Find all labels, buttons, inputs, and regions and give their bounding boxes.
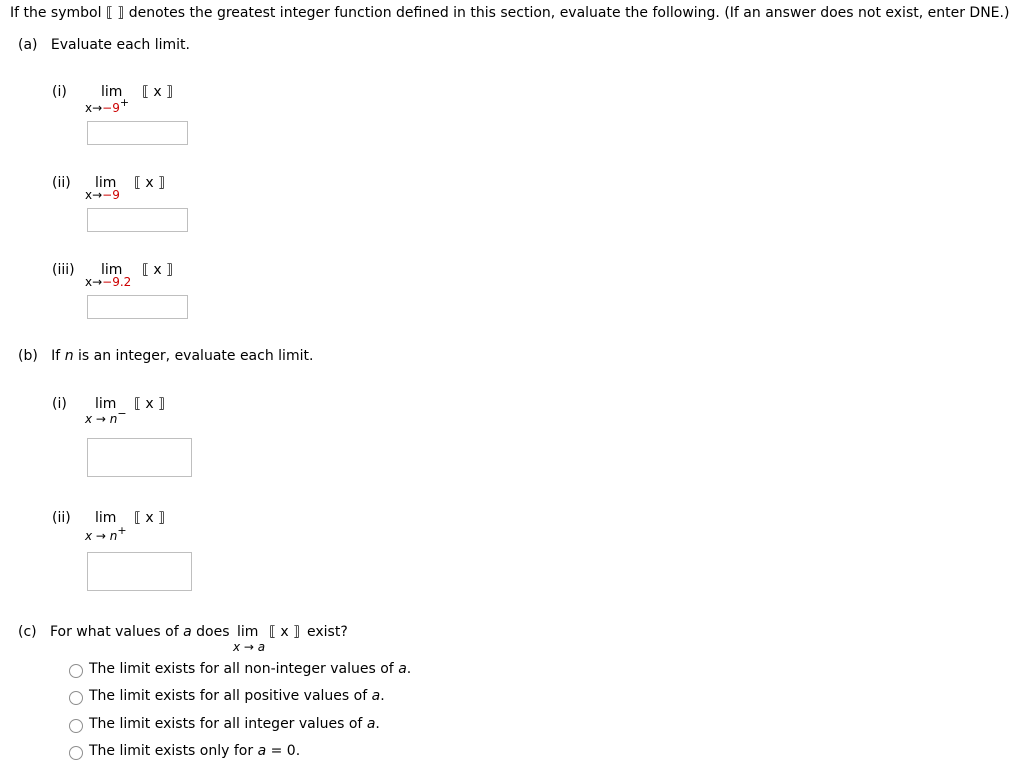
part-b-item-2-lim: lim xyxy=(95,510,117,526)
part-a-item-2-lim: lim xyxy=(95,175,117,191)
greatest-integer-symbol: ⟦ ⟧ xyxy=(105,5,125,21)
part-a-header xyxy=(18,37,190,53)
option-label: The limit exists for all non-integer values of a. xyxy=(89,661,412,677)
intro-suffix: denotes the greatest integer function defined in this section, evaluate the following. (If an answer does not exist, enter DNE.) xyxy=(128,5,1010,21)
option-label: The limit exists only for a = 0. xyxy=(89,743,301,759)
radio-button[interactable] xyxy=(69,664,83,678)
part-a-item-3-approach: x→−9.2 xyxy=(85,275,132,289)
part-a-item-3-answer-input[interactable] xyxy=(87,295,188,319)
part-b-item-1-expression: ⟦ x ⟧ xyxy=(134,396,166,412)
part-b-item-1-answer-input[interactable] xyxy=(87,438,192,477)
part-c-expression: ⟦ x ⟧ xyxy=(269,624,301,640)
part-a-item-1-number: (i) xyxy=(52,84,67,100)
radio-button[interactable] xyxy=(69,719,83,733)
part-a-item-1-approach: x→−9+ xyxy=(85,96,130,115)
part-b-item-1-approach: x → n− xyxy=(85,407,127,426)
part-b-item-1-number: (i) xyxy=(52,396,67,412)
radio-button[interactable] xyxy=(69,746,83,760)
part-a-item-1-answer-input[interactable] xyxy=(87,121,188,145)
question-intro xyxy=(10,5,1009,21)
intro-prefix: If the symbol xyxy=(10,5,102,21)
part-c-question: (c) For what values of a does xyxy=(18,624,230,640)
part-a-item-3-lim: lim xyxy=(101,262,123,278)
part-b-header: (b) If n is an integer, evaluate each limit. xyxy=(18,348,314,364)
part-a-text: Evaluate each limit. xyxy=(50,37,190,53)
part-b-item-2-answer-input[interactable] xyxy=(87,552,192,591)
part-c-question-end: exist? xyxy=(307,624,348,640)
part-a-item-2-approach: x→−9 xyxy=(85,188,120,202)
part-a-item-2-answer-input[interactable] xyxy=(87,208,188,232)
part-c-lim: lim xyxy=(237,624,259,640)
option-label: The limit exists for all integer values of a. xyxy=(89,716,380,732)
part-b-item-2-expression: ⟦ x ⟧ xyxy=(134,510,166,526)
part-c-approach: x → a xyxy=(233,640,266,654)
part-b-label: (b) xyxy=(18,348,38,364)
option-label: The limit exists for all positive values of a. xyxy=(89,688,385,704)
part-b-item-2-approach: x → n+ xyxy=(85,524,127,543)
radio-button[interactable] xyxy=(69,691,83,705)
part-b-item-2-number: (ii) xyxy=(52,510,71,526)
part-a-item-1-lim: lim xyxy=(101,84,123,100)
part-b-item-1-lim: lim xyxy=(95,396,117,412)
part-a-item-1-expression: ⟦ x ⟧ xyxy=(142,84,174,100)
part-a-item-2-number: (ii) xyxy=(52,175,71,191)
part-a-label: (a) xyxy=(18,37,38,53)
part-a-item-3-expression: ⟦ x ⟧ xyxy=(142,262,174,278)
part-c-label: (c) xyxy=(18,624,37,640)
part-a-item-3-number: (iii) xyxy=(52,262,75,278)
part-a-item-2-expression: ⟦ x ⟧ xyxy=(134,175,166,191)
